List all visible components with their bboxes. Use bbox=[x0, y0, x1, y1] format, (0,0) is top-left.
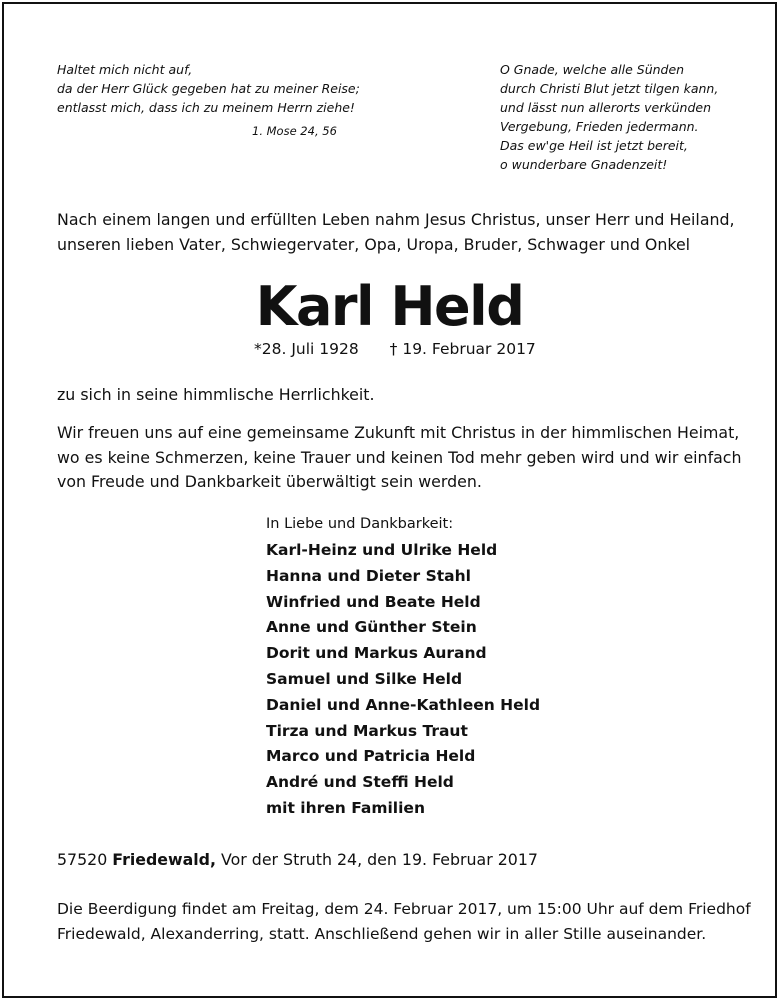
verse-right-line-2: durch Christi Blut jetzt tilgen kann, bbox=[500, 81, 719, 96]
death-date: † 19. Februar 2017 bbox=[389, 340, 536, 358]
postal-code: 57520 bbox=[57, 850, 108, 869]
mourner-family: Samuel und Silke Held bbox=[266, 669, 463, 688]
funeral-line-1: Die Beerdigung findet am Freitag, dem 24. Februar 2017, um 15:00 Uhr auf dem Friedhof bbox=[57, 900, 751, 918]
mourner-family: mit ihren Familien bbox=[266, 798, 425, 817]
faith-line-1: Wir freuen uns auf eine gemeinsame Zukunft mit Christus in der himmlischen Heimat, bbox=[57, 423, 740, 442]
bible-verse-left bbox=[57, 60, 387, 141]
mourner-family: André und Steffi Held bbox=[266, 773, 454, 792]
mourners-list bbox=[266, 513, 666, 822]
life-dates bbox=[254, 337, 536, 361]
faith-line-3: von Freude und Dankbarkeit überwältigt sein werden. bbox=[57, 472, 482, 491]
verse-left-line-1: Haltet mich nicht auf, bbox=[57, 62, 193, 77]
verse-left-line-2: da der Herr Glück gegeben hat zu meiner Reise; bbox=[57, 81, 360, 96]
verse-right-line-4: Vergebung, Frieden jedermann. bbox=[500, 119, 699, 134]
intro-line-1: Nach einem langen und erfüllten Leben nahm Jesus Christus, unser Herr und Heiland, bbox=[57, 210, 735, 229]
faith-paragraph bbox=[57, 421, 757, 495]
mourner-family: Winfried und Beate Held bbox=[266, 592, 481, 611]
town-name: Friedewald, bbox=[112, 850, 216, 869]
mourner-family: Tirza und Markus Traut bbox=[266, 721, 468, 740]
mourners-greeting: In Liebe und Dankbarkeit: bbox=[266, 516, 454, 532]
address-rest: Vor der Struth 24, den 19. Februar 2017 bbox=[221, 850, 538, 869]
hymn-verse-right bbox=[500, 60, 750, 174]
mourner-family: Hanna und Dieter Stahl bbox=[266, 566, 471, 585]
intro-paragraph bbox=[57, 208, 737, 257]
verse-left-line-3: entlasst mich, dass ich zu meinem Herrn ziehe! bbox=[57, 100, 355, 115]
verse-right-line-5: Das ew'ge Heil ist jetzt bereit, bbox=[500, 138, 688, 153]
deceased-name: Karl Held bbox=[255, 275, 524, 338]
faith-line-2: wo es keine Schmerzen, keine Trauer und keinen Tod mehr geben wird und wir einfach bbox=[57, 447, 742, 467]
mourner-family: Karl-Heinz und Ulrike Held bbox=[266, 541, 498, 559]
mourner-family: Marco und Patricia Held bbox=[266, 747, 476, 766]
verse-reference: 1. Mose 24, 56 bbox=[252, 124, 337, 138]
mourner-family: Dorit und Markus Aurand bbox=[266, 644, 487, 663]
funeral-line-2: Friedewald, Alexanderring, statt. Anschließend gehen wir in aller Stille auseinander. bbox=[57, 924, 707, 943]
intro-line-2: unseren lieben Vater, Schwiegervater, Opa, Uropa, Bruder, Schwager und Onkel bbox=[57, 234, 691, 254]
mourner-family: Daniel und Anne-Kathleen Held bbox=[266, 695, 541, 714]
funeral-announcement bbox=[57, 897, 757, 946]
address-line bbox=[57, 848, 538, 872]
verse-right-line-3: und lässt nun allerorts verkünden bbox=[500, 100, 711, 115]
verse-right-line-1: O Gnade, welche alle Sünden bbox=[500, 62, 685, 77]
verse-right-line-6: o wunderbare Gnadenzeit! bbox=[500, 157, 668, 172]
passing-text: zu sich in seine himmlische Herrlichkeit. bbox=[57, 385, 375, 404]
mourner-family: Anne und Günther Stein bbox=[266, 618, 477, 637]
birth-date: *28. Juli 1928 bbox=[254, 340, 359, 358]
